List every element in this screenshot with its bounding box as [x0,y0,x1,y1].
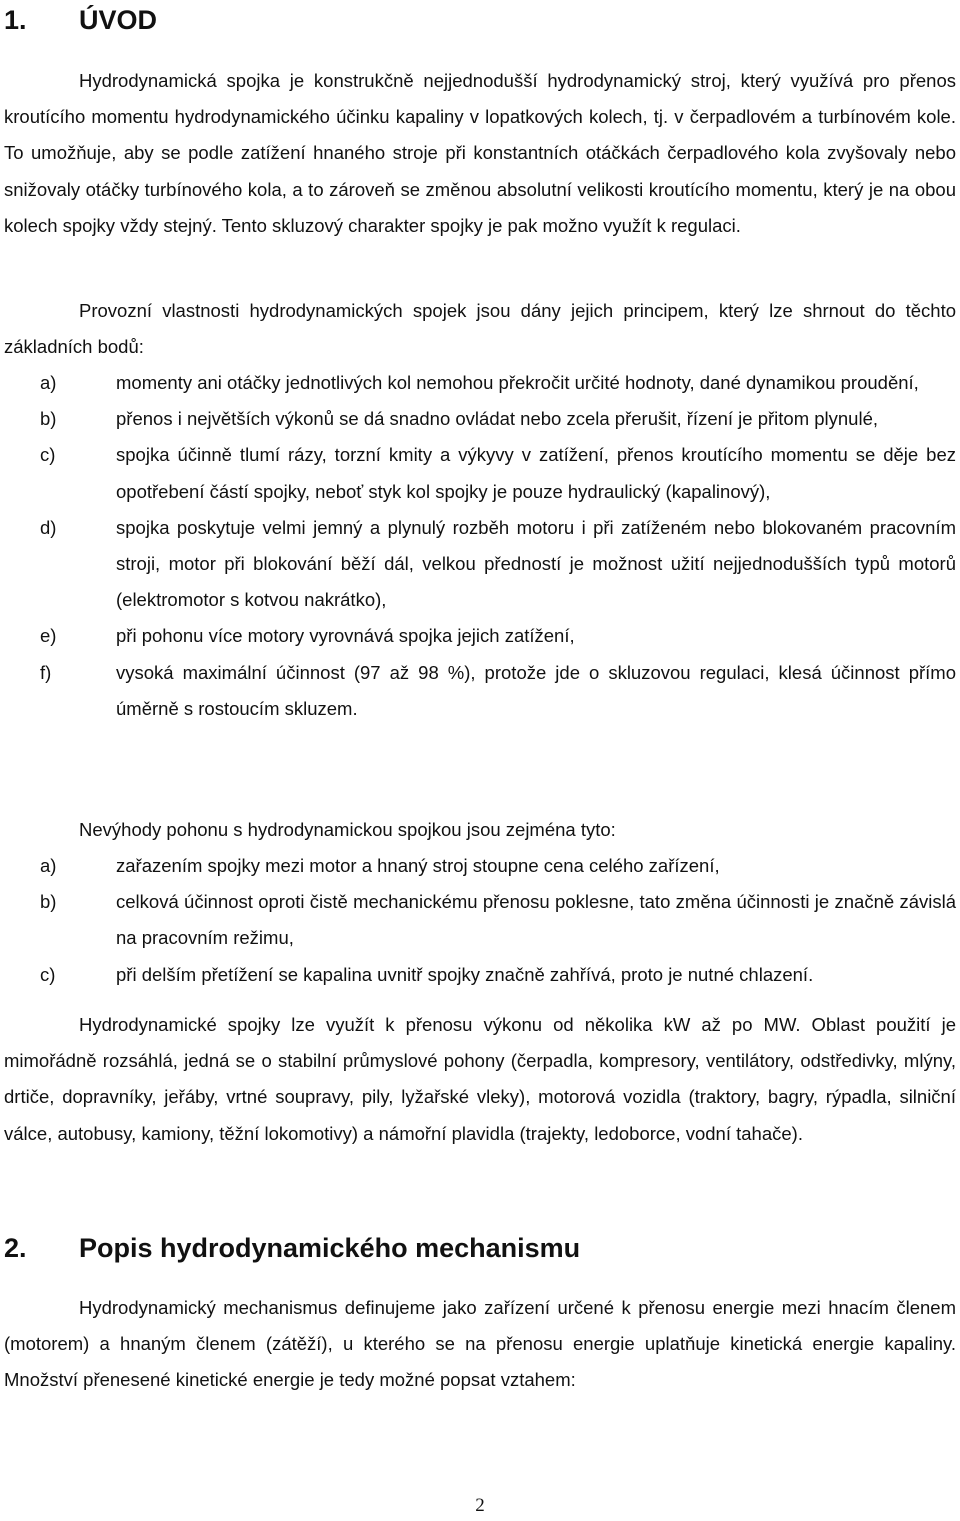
intro-paragraph-2: Provozní vlastnosti hydrodynamických spojek jsou dány jejich principem, který lze shrnout do těchto základních bodů: [4,300,956,358]
disadvantage-text: celková účinnost oproti čistě mechanickému přenosu poklesne, tato změna účinnosti je značně závislá na pracovním režimu, [116,891,956,949]
disadvantages-list [4,848,956,993]
applications-paragraph: Hydrodynamické spojky lze využít k přenosu výkonu od několika kW až po MW. Oblast použití je mimořádně rozsáhlá, jedná se o stabilní průmyslové pohony (čerpadla, kompresory, ventilátory, odstředivky, mlýny, drtiče, dopravníky, jeřáby, vrtné soupravy, pily, lyžařské vleky), motorová vozidla (traktory, bagry, rýpadla, silniční válce, autobusy, kamiony, těžní lokomotivy) a námořní plavidla (trajekty, ledoborce, vodní tahače). [4,1014,956,1144]
intro-paragraph-1: Hydrodynamická spojka je konstrukčně nejjednodušší hydrodynamický stroj, který využívá pro přenos kroutícího momentu hydrodynamického účinku kapaliny v lopatkových kolech, tj. v čerpadlovém a turbínovém kole. To umožňuje, aby se podle zatížení hnaného stroje při konstantních otáčkách čerpadlového kola zvyšovaly nebo snižovaly otáčky turbínového kola, a to zároveň se změnou absolutní velikosti kroutícího momentu, který je na obou kolech spojky vždy stejný. Tento skluzový charakter spojky je pak možno využít k regulaci. [4,70,956,236]
list-marker: a) [40,855,57,876]
list-marker: c) [40,444,56,466]
section-2-number: 2. [4,1233,27,1263]
section-1-number: 1. [4,5,27,35]
list-marker: e) [40,625,57,647]
section-1-title: ÚVOD [79,5,158,35]
disadvantage-item-a [4,848,956,884]
property-text: přenos i největších výkonů se dá snadno ovládat nebo zcela přerušit, řízení je přitom plynulé, [116,408,879,430]
property-item-e [4,618,956,654]
list-marker: d) [40,516,57,538]
property-item-a [4,365,956,401]
property-item-f [4,655,956,727]
disadvantage-text: při delším přetížení se kapalina uvnitř spojky značně zahřívá, proto je nutné chlazení. [116,963,814,985]
property-text: momenty ani otáčky jednotlivých kol nemohou překročit určité hodnoty, dané dynamikou proudění, [116,372,919,393]
disadvantages-intro: Nevýhody pohonu s hydrodynamickou spojkou jsou zejména tyto: [79,819,616,840]
list-marker: a) [40,372,57,393]
list-marker: f) [40,661,52,683]
disadvantage-text: zařazením spojky mezi motor a hnaný stroj stoupne cena celého zařízení, [116,855,720,876]
disadvantage-item-c [4,957,956,993]
section-2-heading [4,1230,580,1266]
list-marker: b) [40,891,57,913]
property-item-c [4,437,956,509]
property-text: spojka účinně tlumí rázy, torzní kmity a výkyvy v zatížení, přenos kroutícího momentu se děje bez opotřebení částí spojky, neboť styk kol spojky je pouze hydraulický (kapalinový), [116,444,956,502]
section-1-heading [4,2,157,38]
properties-list [4,365,956,727]
property-text: při pohonu více motory vyrovnává spojka jejich zatížení, [116,625,575,647]
disadvantage-item-b [4,884,956,956]
property-item-d [4,510,956,619]
mechanism-paragraph: Hydrodynamický mechanismus definujeme jako zařízení určené k přenosu energie mezi hnacím členem (motorem) a hnaným členem (zátěží), u kterého se na přenosu energie uplatňuje kinetická energie kapaliny. Množství přenesené kinetické energie je tedy možné popsat vztahem: [4,1297,956,1391]
property-item-b [4,401,956,437]
section-2-title: Popis hydrodynamického mechanismu [79,1233,581,1263]
property-text: vysoká maximální účinnost (97 až 98 %), protože jde o skluzovou regulaci, klesá účinnost přímo úměrně s rostoucím skluzem. [116,661,956,719]
property-text: spojka poskytuje velmi jemný a plynulý rozběh motoru i při zatíženém nebo blokovaném pracovním stroji, motor při blokování běží dál, velkou předností je možnost užití nejjednodušších typů motorů (elektromotor s kotvou nakrátko), [116,516,956,611]
list-marker: b) [40,408,57,430]
list-marker: c) [40,963,56,985]
page-number: 2 [475,1495,485,1516]
